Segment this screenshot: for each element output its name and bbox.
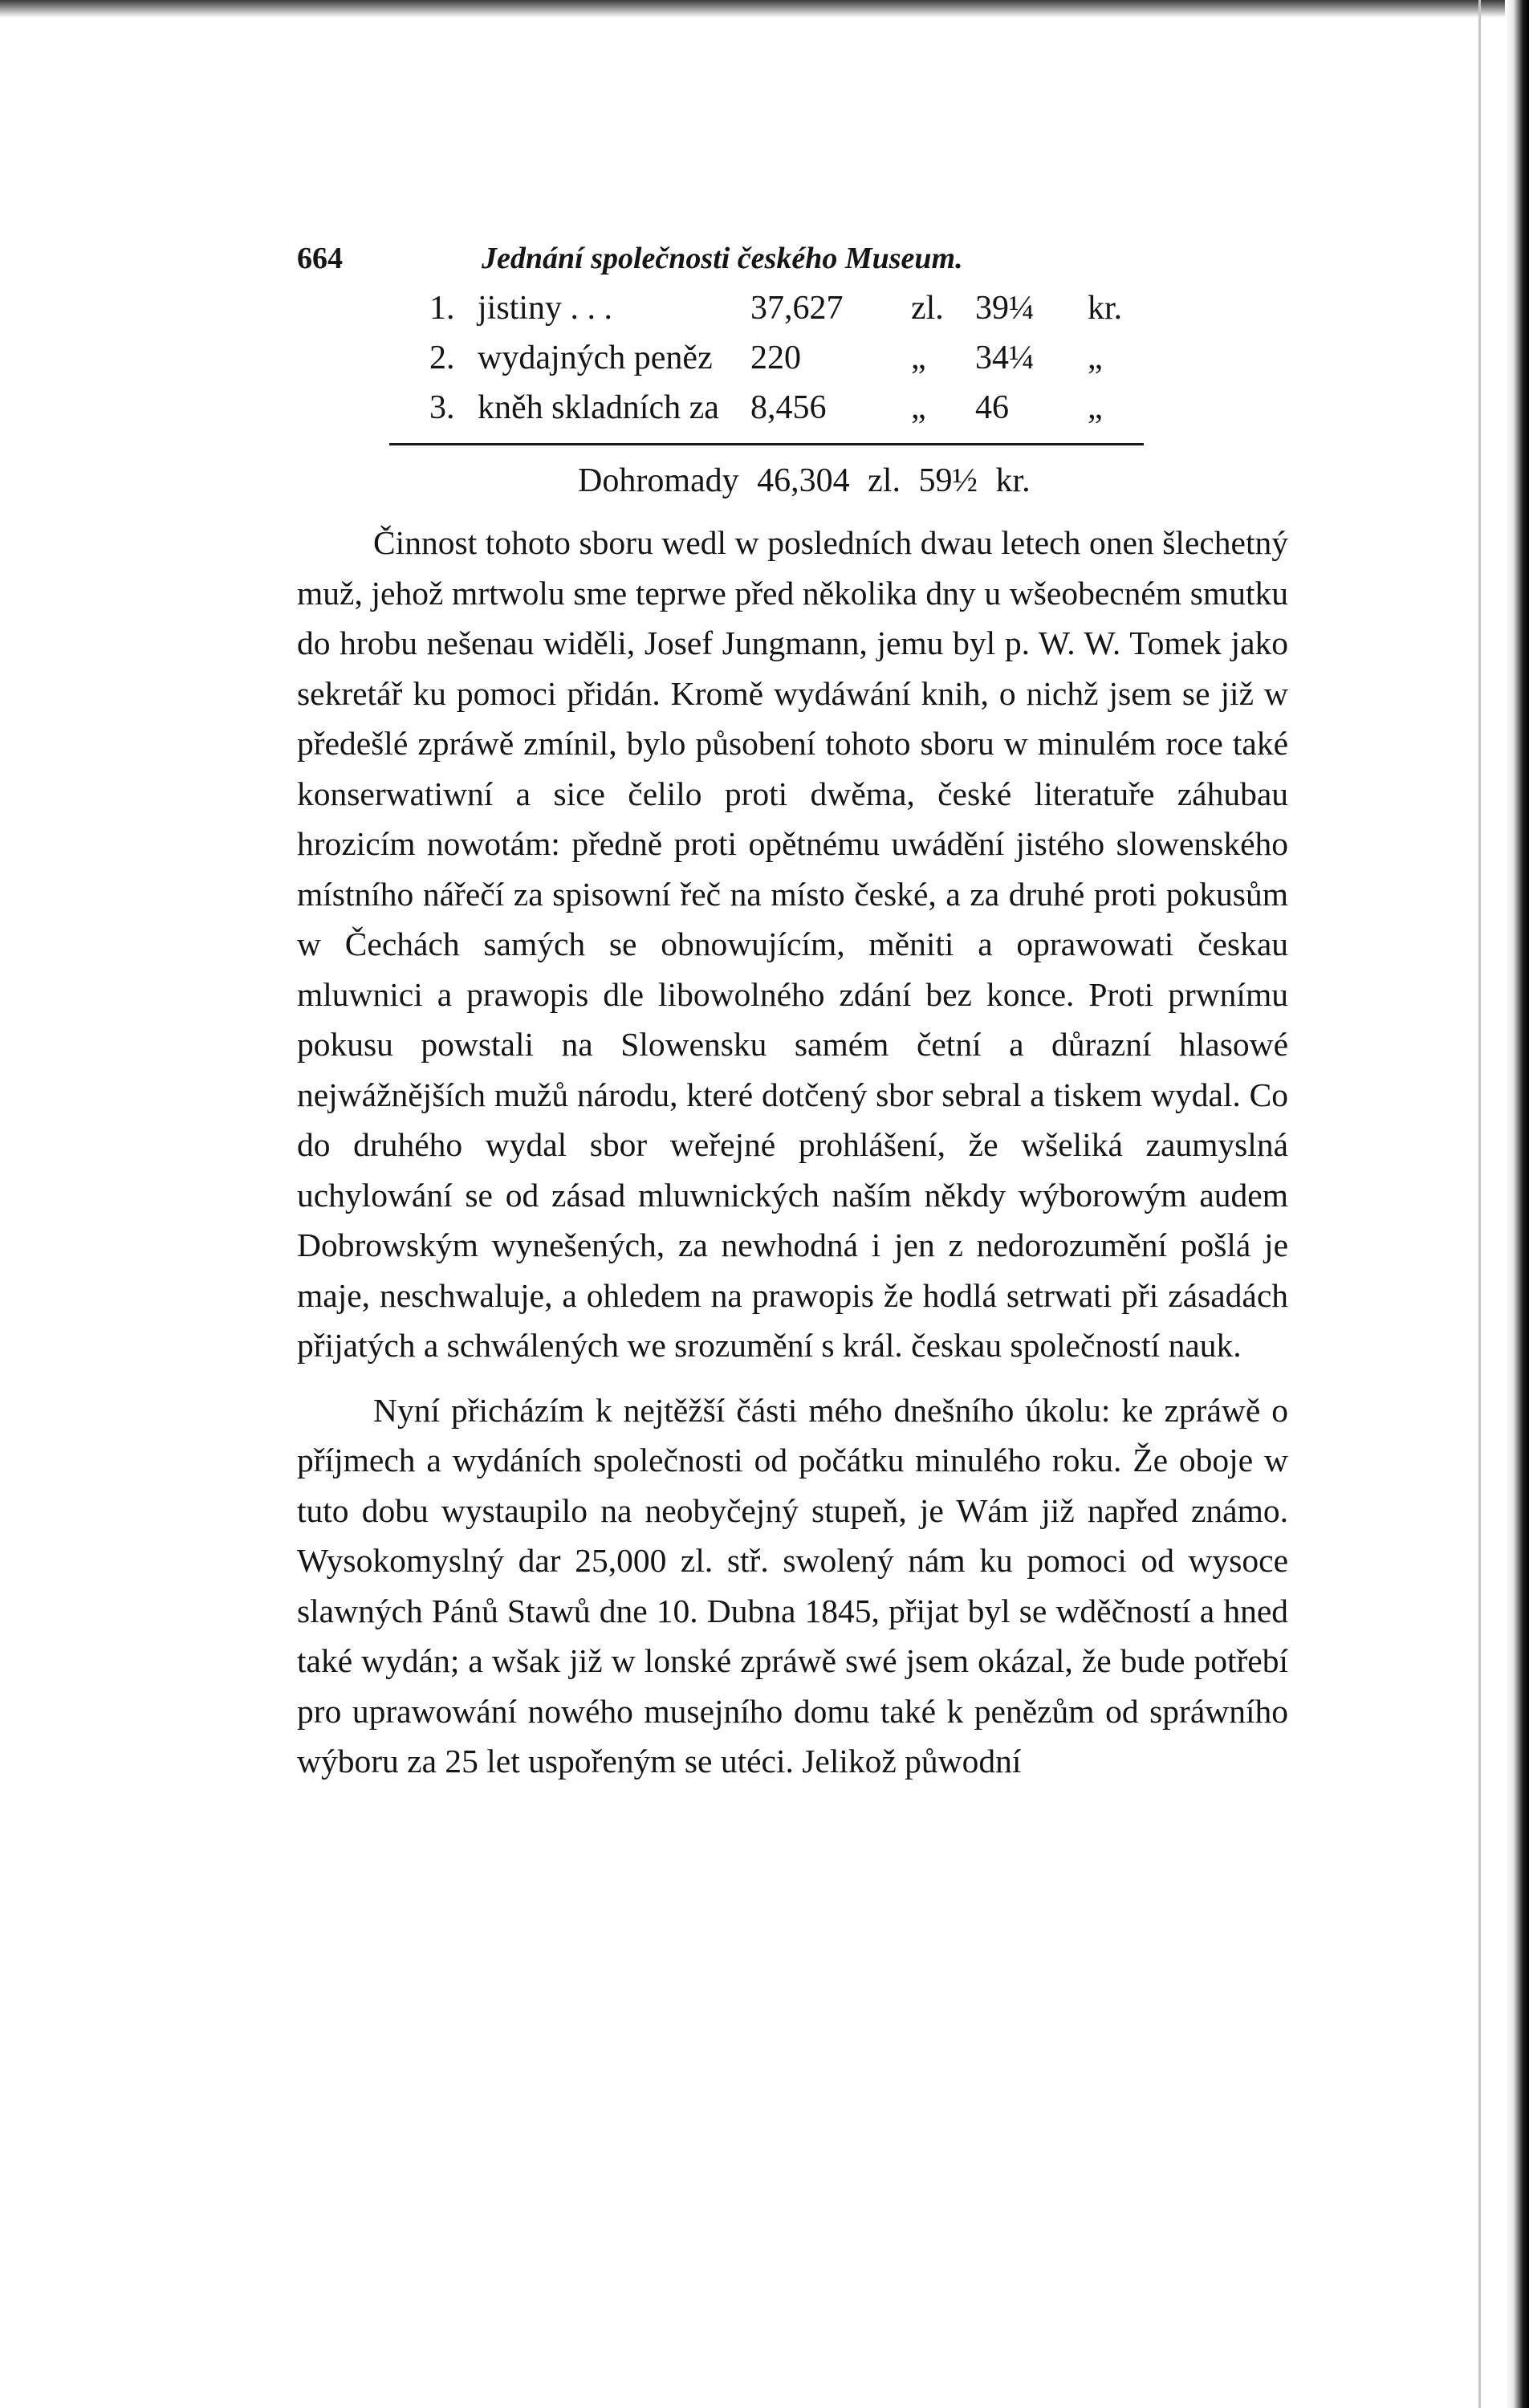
row-fraction: 39¼	[975, 290, 1035, 327]
scan-mark	[1478, 0, 1481, 2408]
total-label: Dohromady	[578, 462, 739, 499]
row-amount: 8,456	[750, 389, 827, 426]
row-fraction: 34¼	[975, 340, 1035, 376]
running-header	[297, 225, 1300, 289]
ledger-table	[429, 289, 1136, 438]
sum-rule	[389, 443, 1144, 445]
scan-edge-top	[0, 0, 1529, 18]
scan-edge-right	[1505, 0, 1529, 2408]
total-unit: kr.	[995, 462, 1031, 499]
book-page	[297, 225, 1300, 1801]
ledger-row	[429, 339, 1136, 388]
total-currency: zl.	[868, 462, 901, 499]
body-paragraph: Činnost tohoto sboru wedl w posledních dwau letech onen šlechetný muž, jehož mrtwolu sme teprwe před několika dny u wšeobecném smutku do hrobu nešenau widěli, Josef Jungmann, jemu byl p. W. W. Tomek jako sekretář ku pomoci přidán. Kromě wydáwání knih, o nichž jsem se již w předešlé zpráwě zmínil, bylo působení tohoto sboru w minulém roce také konserwatiwní a sice čelilo proti dwěma, české literatuře záhubau hrozicím nowotám: předně proti opětnému uwádění jistého slowenského místního nářečí za spisowní řeč na místo české, a za druhé proti pokusům w Čechách samých se obnowujícím, měniti a oprawowati českau mluwnici a prawopis dle libowolného zdání bez konce. Proti prwnímu pokusu powstali na Slowensku samém četní a důrazní hlasowé nejwážnějších mužů národu, které dotčený sbor sebral a tiskem wydal. Co do druhého wydal sbor weřejné prohlášení, že wšeliká zaumyslná uchylowání se od zásad mluwnických naším někdy wýborowým audem Dobrowským wynešených, za newhodná i jen z nedorozumění pošlá je maje, neschwaluje, a ohledem na prawopis že hodlá setrwati při zásadách přijatých a schwálených we srozumění s král. českau společností nauk.	[297, 524, 1288, 1364]
row-label: wydajných peněz	[478, 340, 713, 376]
total-amount: 46,304	[757, 462, 850, 499]
row-label: kněh skladních za	[478, 389, 719, 426]
row-number: 2.	[429, 340, 455, 376]
row-number: 1.	[429, 290, 455, 327]
row-fraction: 46	[975, 389, 1009, 426]
body-paragraph: Nyní přicházím k nejtěžší části mého dnešního úkolu: ke zpráwě o příjmech a wydáních společnosti od počátku minulého roku. Že oboje w tuto dobu wystaupilo na neobyčejný stupeň, je Wám již napřed známo. Wysokomyslný dar 25,000 zl. stř. swolený nám ku pomoci od wysoce slawných Pánů Stawů dne 10. Dubna 1845, přijat byl se wděčností a hned také wydán; a wšak již w lonské zpráwě swé jsem okázal, že bude potřebí pro uprawowání nowého musejního domu také k penězům od spráwního wýboru za 25 let uspořeným se utéci. Jelikož půwodní	[297, 1391, 1288, 1780]
row-number: 3.	[429, 389, 455, 426]
total-fraction: 59½	[918, 462, 978, 499]
row-amount: 220	[750, 340, 801, 376]
row-currency: zl.	[911, 290, 944, 327]
page-number: 664	[297, 242, 343, 275]
row-amount: 37,627	[750, 290, 844, 327]
running-title: Jednání společnosti českého Museum.	[482, 242, 963, 275]
row-currency: „	[911, 389, 926, 426]
ledger-row	[429, 388, 1136, 438]
row-label: jistiny . . .	[478, 290, 613, 327]
row-currency: „	[911, 340, 926, 376]
row-unit: „	[1088, 340, 1103, 376]
ledger-total	[578, 462, 1300, 518]
row-unit: kr.	[1088, 290, 1123, 327]
ledger-row	[429, 289, 1136, 339]
row-unit: „	[1088, 389, 1103, 426]
